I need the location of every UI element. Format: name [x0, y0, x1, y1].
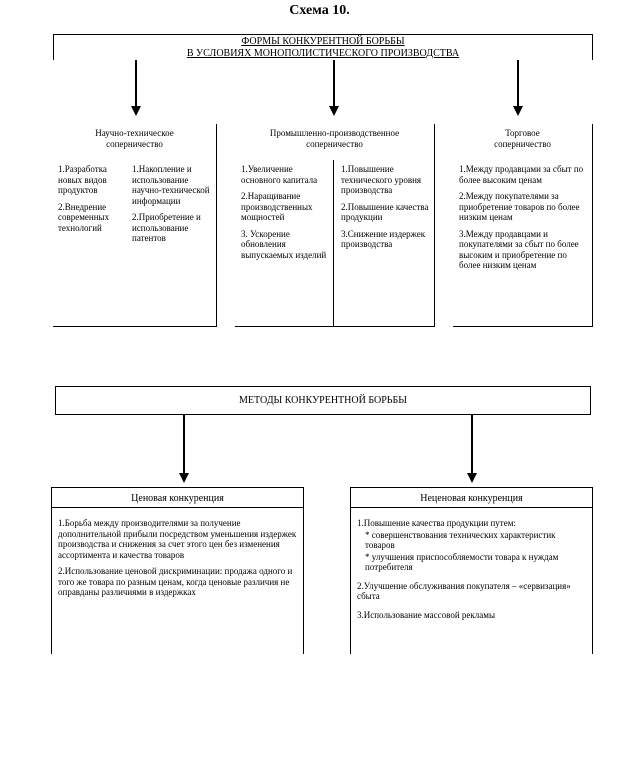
- methods-header-title: МЕТОДЫ КОНКУРЕНТНОЙ БОРЬБЫ: [239, 395, 407, 406]
- nonprice-competition-item: 3.Использование массовой рекламы: [357, 609, 496, 620]
- industrial-left-list: [241, 164, 331, 266]
- trade-item: 1.Между продавцами за сбыт по более высоким ценам: [459, 164, 584, 185]
- scientific-right-item: 2.Приобретение и использование патентов: [132, 212, 201, 243]
- arrow-head-nonprice: [467, 473, 477, 483]
- arrow-head-price: [179, 473, 189, 483]
- arrow-head-scientific: [131, 106, 141, 116]
- trade-item: 3.Между продавцами и покупателями за сбыт по более высоким и приобретение по более низким ценам: [459, 228, 579, 270]
- scientific-right-item: 1.Накопление и использование научно-технической информации: [132, 164, 210, 206]
- nonprice-competition-list: [351, 507, 592, 620]
- nonprice-competition-box: [350, 487, 593, 654]
- arrow-to-industrial: [333, 60, 335, 108]
- nonprice-competition-item: 1.Повышение качества продукции путем:: [357, 518, 516, 528]
- trade-rivalry-title: Торговое соперничество: [494, 128, 551, 149]
- arrow-head-industrial: [329, 106, 339, 116]
- nonprice-competition-item: 2.Улучшение обслуживания покупателя – «сервизация» сбыта: [357, 580, 571, 601]
- price-competition-item: 1.Борьба между производителями за получение дополнительной прибыли посредством уменьшения издержек производства и снижения за счет этого цен без изменения ассортимента и качества товаров: [58, 518, 297, 560]
- trade-item: 2.Между покупателями за приобретение товаров по более низким ценам: [459, 191, 580, 222]
- forms-header-line1: ФОРМЫ КОНКУРЕНТНОЙ БОРЬБЫ: [241, 36, 405, 47]
- forms-header-box: [53, 34, 593, 60]
- scientific-right-list: [132, 164, 214, 250]
- industrial-rivalry-box: [235, 124, 435, 327]
- arrow-head-trade: [513, 106, 523, 116]
- industrial-divider: [333, 160, 334, 327]
- forms-header-line2: В УСЛОВИЯХ МОНОПОЛИСТИЧЕСКОГО ПРОИЗВОДСТВА: [186, 48, 460, 59]
- nonprice-competition-subitem: * улучшения приспособляемости товара к нуждам потребителя: [365, 551, 559, 572]
- methods-header-box: [55, 386, 591, 415]
- price-competition-title: Ценовая конкуренция: [52, 487, 303, 507]
- trade-list: [459, 164, 587, 277]
- industrial-right-item: 2.Повышение качества продукции: [341, 201, 429, 222]
- scientific-left-item: 2.Внедрение современных технологий: [58, 201, 110, 233]
- scientific-rivalry-box: [53, 124, 217, 327]
- scientific-left-list: [58, 164, 124, 239]
- industrial-right-item: 3.Снижение издержек производства: [341, 228, 426, 249]
- arrow-to-nonprice: [471, 415, 473, 475]
- arrow-to-scientific: [135, 60, 137, 108]
- industrial-right-item: 1.Повышение технического уровня производства: [341, 164, 422, 195]
- arrow-to-trade: [517, 60, 519, 108]
- scientific-left-item: 1.Разработка новых видов продуктов: [58, 164, 107, 195]
- diagram-title: Схема 10.: [289, 3, 350, 18]
- price-competition-list: [52, 507, 303, 598]
- price-competition-box: [51, 487, 304, 654]
- price-competition-item: 2.Использование ценовой дискриминации: продажа одного и того же товара по разным ценам, когда ценовые различия не оправданы различиями в издержках: [58, 566, 293, 597]
- nonprice-competition-subitem: * совершенствования технических характеристик товаров: [365, 529, 556, 550]
- industrial-left-item: 2.Наращивание производственных мощностей: [241, 191, 313, 222]
- industrial-left-item: 1.Увеличение основного капитала: [241, 164, 318, 185]
- scientific-rivalry-title: Научно-техническое соперничество: [95, 128, 174, 149]
- industrial-right-list: [341, 164, 429, 256]
- arrow-to-price: [183, 415, 185, 475]
- trade-rivalry-box: [453, 124, 593, 327]
- nonprice-competition-title: Неценовая конкуренция: [351, 487, 592, 507]
- industrial-left-item: 3. Ускорение обновления выпускаемых изделий: [241, 228, 327, 260]
- industrial-rivalry-title: Промышленно-производственное соперничество: [269, 128, 400, 149]
